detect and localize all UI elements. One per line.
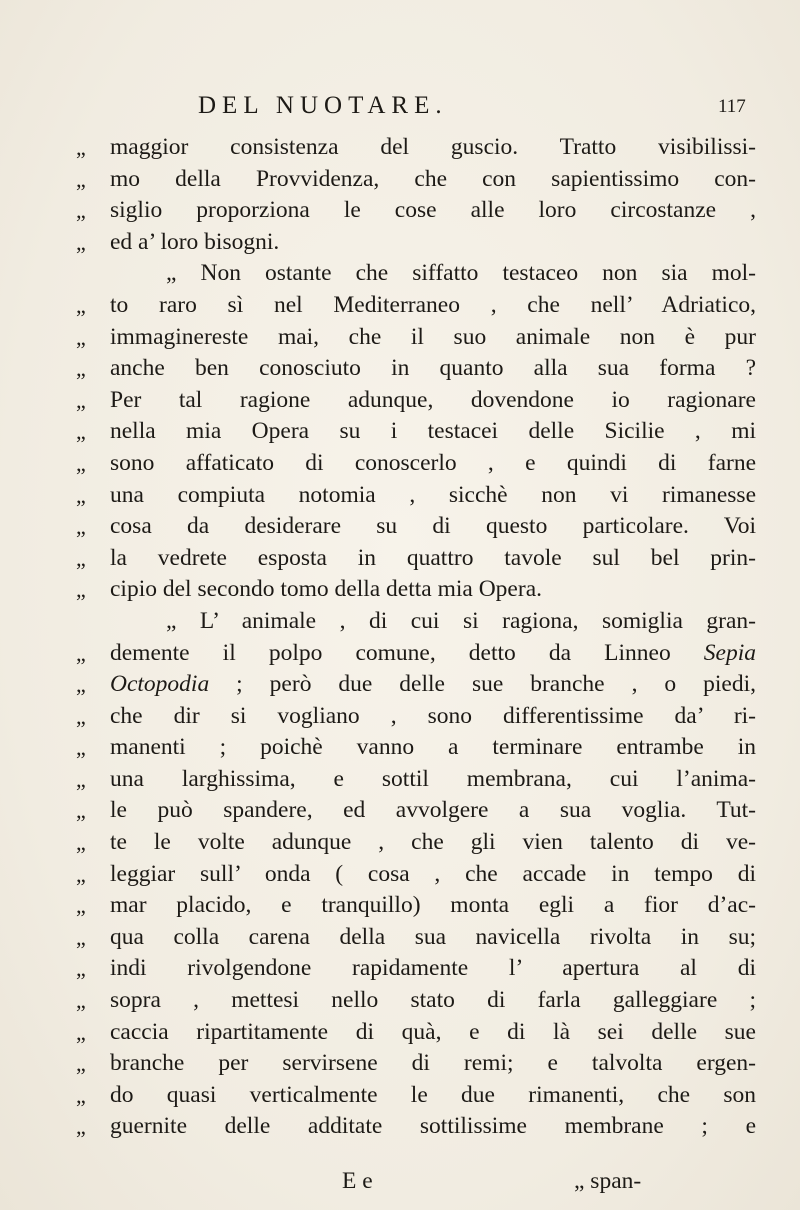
line-body: mo della Provvidenza, che con sapientissimo con-: [110, 165, 756, 192]
quote-mark: „: [76, 1051, 86, 1077]
signature-mark: E e: [342, 1168, 373, 1194]
line-text: [110, 827, 756, 859]
line-body: guernite delle additate sottilissime membrane ; e: [110, 1113, 756, 1140]
quote-mark: „: [76, 1082, 86, 1108]
quote-mark: „: [76, 482, 86, 508]
text-line: [76, 574, 756, 606]
line-text: [110, 795, 756, 827]
text-line: [76, 701, 756, 733]
text-line: [76, 448, 756, 480]
line-text: [110, 448, 756, 480]
quote-mark: „: [76, 640, 86, 666]
text-line: [76, 669, 756, 701]
line-body: nella mia Opera su i testacei delle Sicilie , mi: [110, 418, 756, 445]
quote-mark: „: [76, 577, 86, 603]
line-text: [110, 764, 756, 796]
quote-mark: „: [76, 924, 86, 950]
line-body: leggiar sull’ onda ( cosa , che accade in tempo di: [110, 860, 756, 887]
line-body: una compiuta notomia , sicchè non vi rimanesse: [110, 481, 756, 508]
text-line: [76, 322, 756, 354]
italic-term: Octopodia: [110, 671, 210, 698]
text-line: [76, 164, 756, 196]
line-body: cosa da desiderare su di questo particolare. Voi: [110, 513, 756, 540]
quote-mark: „: [76, 324, 86, 350]
text-line: [76, 227, 756, 259]
quote-mark: „: [76, 514, 86, 540]
line-text: [110, 922, 756, 954]
line-text: [110, 890, 756, 922]
line-text: [110, 353, 756, 385]
text-line: [76, 985, 756, 1017]
text-line: [76, 1111, 756, 1143]
line-body: maggior consistenza del guscio. Tratto visibilissi-: [110, 134, 756, 160]
quote-mark: „: [76, 703, 86, 729]
line-text: [110, 480, 756, 512]
text-line: [76, 353, 756, 385]
text-line: [76, 764, 756, 796]
line-body: immaginereste mai, che il suo animale non è pur: [110, 323, 756, 350]
line-text: [110, 227, 279, 259]
text-line: [76, 290, 756, 322]
quote-mark: „: [76, 545, 86, 571]
quote-mark: „: [76, 893, 86, 919]
quote-mark: „: [76, 830, 86, 856]
text-line: [76, 1080, 756, 1112]
text-line: [76, 827, 756, 859]
line-text: [110, 1017, 756, 1049]
line-body: „ L’ animale , di cui si ragiona, somiglia gran-: [166, 607, 756, 634]
quote-mark: „: [76, 766, 86, 792]
line-body: la vedrete esposta in quattro tavole sul bel prin-: [110, 544, 756, 571]
italic-term: Sepia: [703, 639, 756, 666]
line-body: Per tal ragione adunque, dovendone io ragionare: [110, 386, 756, 413]
line-text: [110, 195, 756, 227]
text-line: [76, 953, 756, 985]
quote-mark: „: [76, 356, 86, 382]
text-line: [76, 132, 756, 164]
line-body: manenti ; poichè vanno a terminare entrambe in: [110, 734, 756, 761]
quote-mark: „: [76, 292, 86, 318]
line-text: [166, 258, 756, 290]
quote-mark: „: [76, 166, 86, 192]
line-text: [110, 416, 756, 448]
line-body: „ Non ostante che siffatto testaceo non sia mol-: [166, 260, 756, 287]
line-text: [110, 385, 756, 417]
text-line: [76, 511, 756, 543]
line-body: indi rivolgendone rapidamente l’ apertura al di: [110, 955, 756, 982]
line-text: [110, 132, 756, 164]
text-line: [76, 606, 756, 638]
line-body: caccia ripartitamente di quà, e di là sei delle sue: [110, 1018, 756, 1045]
line-text: [110, 701, 756, 733]
page-number: 117: [718, 96, 746, 117]
line-body: cipio del secondo tomo della detta mia Opera.: [110, 576, 542, 603]
body-text: [76, 132, 756, 1143]
line-body: le può spandere, ed avvolgere a sua voglia. Tut-: [110, 797, 756, 824]
line-body: ed a’ loro bisogni.: [110, 228, 280, 255]
line-text: [166, 606, 756, 638]
line-body: branche per servirsene di remi; e talvolta ergen-: [110, 1050, 756, 1077]
line-text: [110, 859, 756, 891]
line-body: ; però due delle sue branche , o piedi,: [209, 671, 756, 698]
catchword: „ span-: [574, 1168, 642, 1194]
quote-mark: „: [76, 672, 86, 698]
text-line: [76, 543, 756, 575]
line-text: [110, 543, 756, 575]
text-line: [76, 890, 756, 922]
quote-mark: „: [76, 798, 86, 824]
line-text: [110, 953, 756, 985]
quote-mark: „: [76, 1019, 86, 1045]
line-body: anche ben conosciuto in quanto alla sua forma ?: [110, 355, 756, 382]
line-text: [110, 985, 756, 1017]
line-body: una larghissima, e sottil membrana, cui l’anima-: [110, 765, 756, 792]
text-line: [76, 416, 756, 448]
text-line: [76, 385, 756, 417]
line-text: [110, 1111, 756, 1143]
page-header: [0, 92, 800, 122]
line-text: [110, 322, 756, 354]
line-body: sopra , mettesi nello stato di farla galleggiare ;: [110, 987, 756, 1014]
quote-mark: „: [76, 1114, 86, 1140]
text-line: [76, 795, 756, 827]
line-text: [110, 1048, 756, 1080]
line-body: qua colla carena della sua navicella rivolta in su;: [110, 923, 756, 950]
text-line: [76, 480, 756, 512]
line-text: [110, 164, 756, 196]
line-body: sono affaticato di conoscerlo , e quindi di farne: [110, 449, 756, 476]
line-body: to raro sì nel Mediterraneo , che nell’ Adriatico,: [110, 291, 756, 318]
quote-mark: „: [76, 135, 86, 160]
text-line: [76, 922, 756, 954]
running-head: DEL NUOTARE.: [198, 92, 448, 119]
text-line: [76, 638, 756, 670]
line-body: do quasi verticalmente le due rimanenti, che son: [110, 1081, 756, 1108]
quote-mark: „: [76, 735, 86, 761]
quote-mark: „: [76, 450, 86, 476]
line-body: demente il polpo comune, detto da Linneo: [110, 639, 704, 666]
line-text: [110, 574, 542, 606]
quote-mark: „: [76, 387, 86, 413]
text-line: [76, 195, 756, 227]
quote-mark: „: [76, 229, 86, 255]
text-line: [76, 732, 756, 764]
line-text: [110, 290, 756, 322]
line-body: siglio proporziona le cose alle loro circostanze ,: [110, 197, 756, 224]
line-body: te le volte adunque , che gli vien talento di ve-: [110, 829, 756, 856]
line-text: [110, 1080, 756, 1112]
text-line: [76, 1048, 756, 1080]
line-body: mar placido, e tranquillo) monta egli a fior d’ac-: [110, 892, 756, 919]
line-body: che dir si vogliano , sono differentissime da’ ri-: [110, 702, 756, 729]
text-line: [76, 1017, 756, 1049]
line-text: [110, 511, 756, 543]
line-text: [110, 669, 756, 701]
quote-mark: „: [76, 198, 86, 224]
page-footer: [0, 1168, 800, 1200]
text-line: [76, 258, 756, 290]
text-line: [76, 859, 756, 891]
quote-mark: „: [76, 419, 86, 445]
quote-mark: „: [76, 956, 86, 982]
quote-mark: „: [76, 988, 86, 1014]
line-text: [110, 638, 756, 670]
line-text: [110, 732, 756, 764]
quote-mark: „: [76, 861, 86, 887]
